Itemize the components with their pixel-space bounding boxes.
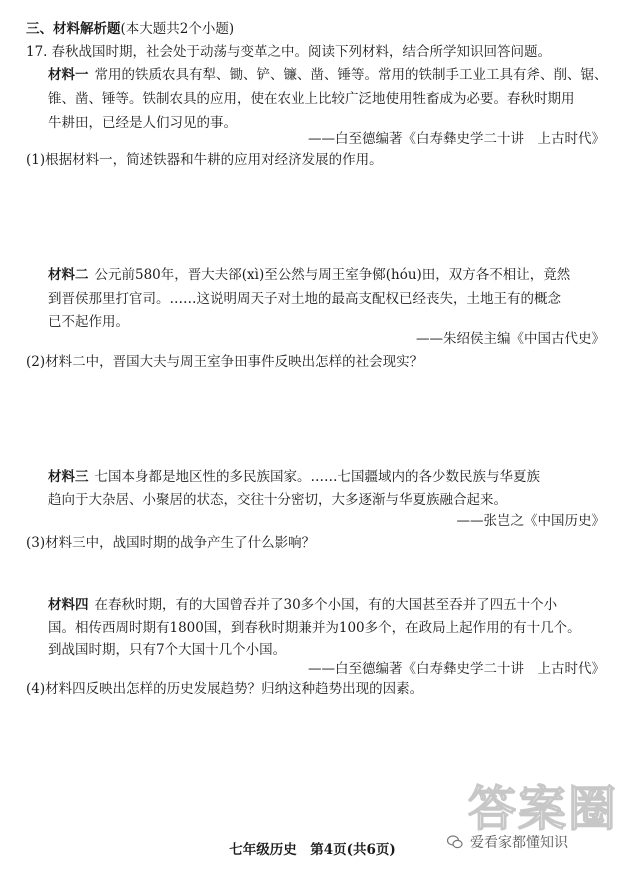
material-1-label: 材料一 bbox=[48, 67, 89, 83]
material-4-line-3: 到战国时期，只有7个大国十几个小国。 bbox=[48, 642, 287, 658]
material-1-text-1: 常用的铁质农具有犁、锄、铲、镰、凿、锤等。常用的铁制手工业工具有斧、削、锯、 bbox=[94, 67, 608, 83]
question-stem-text: 春秋战国时期，社会处于动荡与变革之中。阅读下列材料，结合所学知识回答问题。 bbox=[51, 44, 551, 60]
question-3: (3)材料三中，战国时期的战争产生了什么影响？ bbox=[26, 535, 316, 551]
material-4-source: ——白至德编著《白寿彝史学二十讲 上古时代》 bbox=[308, 661, 605, 677]
material-4-text-1: 在春秋时期，有的大国曾吞并了30多个小国，有的大国甚至吞并了四五十个小 bbox=[94, 597, 558, 613]
material-2-line-1 bbox=[48, 266, 607, 285]
material-2-line-2: 到晋侯那里打官司。……这说明周天子对土地的最高支配权已经丧失，土地王有的概念 bbox=[48, 291, 561, 307]
material-1-source: ——白至德编著《白寿彝史学二十讲 上古时代》 bbox=[308, 131, 605, 147]
section-title: 三、材料解析题 bbox=[26, 21, 121, 37]
material-4-line-1 bbox=[48, 596, 607, 615]
question-stem bbox=[26, 43, 607, 62]
material-2-label: 材料二 bbox=[48, 267, 89, 283]
watermark-caption: 爱看家都懂知识 bbox=[470, 835, 568, 851]
question-1: (1)根据材料一，简述铁器和牛耕的应用对经济发展的作用。 bbox=[26, 152, 383, 168]
material-1-line-2: 锥、凿、锤等。铁制农具的应用，使在农业上比较广泛地使用牲畜成为必要。春秋时期用 bbox=[48, 91, 575, 107]
material-3-source: ——张岂之《中国历史》 bbox=[456, 513, 605, 529]
page-footer: 七年级历史 第4页(共6页) bbox=[229, 842, 396, 858]
material-3-text-1: 七国本身都是地区性的多民族国家。……七国疆域内的各少数民族与华夏族 bbox=[94, 469, 540, 485]
material-3-line-2: 趋向于大杂居、小聚居的状态，交往十分密切，大多逐渐与华夏族融合起来。 bbox=[48, 492, 507, 508]
material-2-text-1: 公元前580年，晋大夫郤(xì)至公然与周王室争鄇(hóu)田，双方各不相让，竟然 bbox=[94, 267, 571, 283]
material-3-label: 材料三 bbox=[48, 469, 89, 485]
question-number: 17. bbox=[26, 44, 48, 60]
material-3-line-1 bbox=[48, 468, 607, 487]
material-4-line-2: 国。相传西周时期有1800国，到春秋时期兼并为100多个，在政局上起作用的有十几个。 bbox=[48, 620, 581, 636]
question-4: (4)材料四反映出怎样的历史发展趋势？归纳这种趋势出现的因素。 bbox=[26, 681, 424, 697]
material-1-line-3: 牛耕田，已经是人们习见的事。 bbox=[48, 115, 237, 131]
material-1-line-1 bbox=[48, 66, 607, 85]
material-2-line-3: 已不起作用。 bbox=[48, 314, 129, 330]
section-note: (本大题共2个小题) bbox=[120, 21, 235, 37]
section-heading bbox=[26, 20, 607, 39]
question-2: (2)材料二中，晋国大夫与周王室争田事件反映出怎样的社会现实？ bbox=[26, 354, 424, 370]
material-2-source: ——朱绍侯主编《中国古代史》 bbox=[416, 331, 605, 347]
material-4-label: 材料四 bbox=[48, 597, 89, 613]
watermark-logo: 答案圈 bbox=[468, 781, 619, 837]
